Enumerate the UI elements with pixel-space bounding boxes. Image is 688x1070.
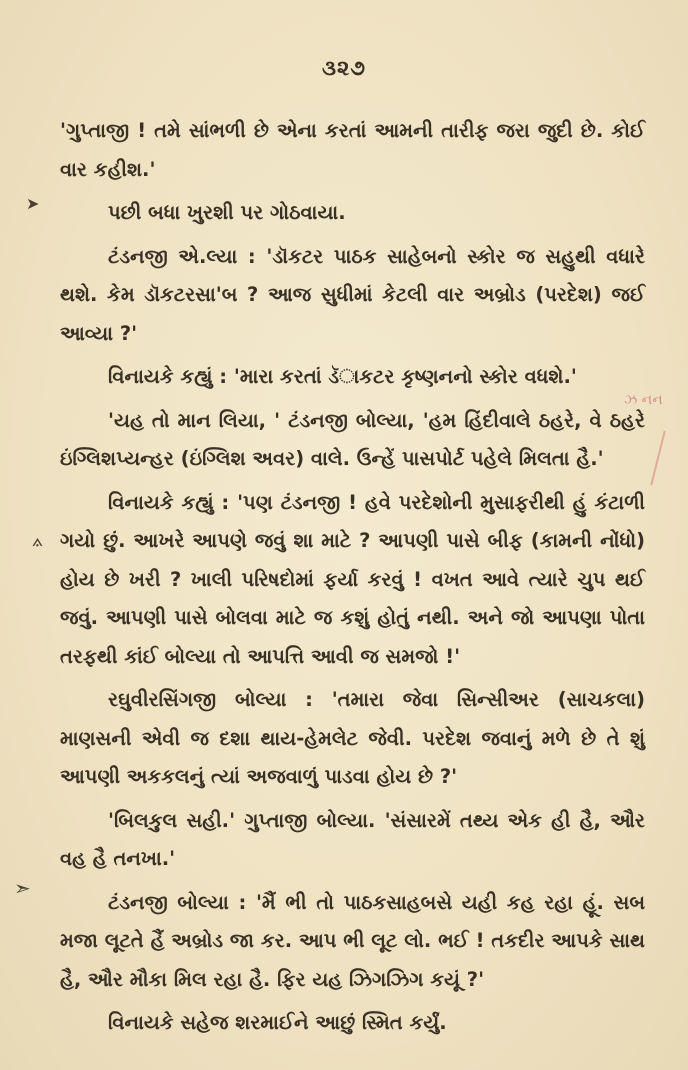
page-number: ૩૨૭ — [322, 56, 366, 80]
paragraph-2: પછી બધા ખુરશી પર ગોઠવાયા. — [108, 201, 346, 224]
margin-pointer-mark: ➣ — [14, 876, 31, 900]
margin-pencil-stroke — [650, 431, 665, 486]
margin-arrow-mark: ➤ — [26, 194, 40, 213]
paragraph-6: વિનાયકે કહ્યું : 'પણ ટંડનજી ! હવે પરદેશોની મુસાફરીથી હું કંટાળી ગયો છું. આખરે આપણે જવું શા માટે ? આપણી પાસે બીફ (કામની નોંધો) હોય છે ખરી ? ખાલી પરિષદોમાં ફર્યા કરવું ! વખત આવે ત્યારે ચુપ થઈ જવું. આપણી પાસે બોલવા માટે જ કશું હોતું નથી. અને જો આપણા પોતા તરફથી કાંઈ બોલ્યા તો આપત્તિ આવી જ સમજો !' — [60, 490, 645, 668]
paragraph-3: ટંડનજી એ.લ્યા : 'ડૉકટર પાઠક સાહેબનો સ્કોર જ સહુથી વધારે થશે. કેમ ડૉકટરસા'બ ? આજ સુધીમાં કેટલી વાર અબ્રોડ (પરદેશ) જઈ આવ્યા ?' — [60, 244, 645, 345]
paragraph-9: ટંડનજી બોલ્યા : 'મૈં ભી તો પાઠકસાહબસે યહી કહ રહા હૂં. સબ મજા લૂટતે હૈં અબ્રોડ જા કર. આપ ભી લૂટ લો. ભઈ ! તકદીર આપકે સાથ હૈ, ઔર મૌકા મિલ રહા હૈ. ફિર યહ ઝિગઝિગ કયૂં ?' — [60, 890, 645, 991]
paragraph-8: 'બિલકુલ સહી.' ગુપ્તાજી બોલ્યા. 'સંસારમેં તથ્ય એક હી હૈ, ઔર વહ હૈ તનખા.' — [60, 808, 645, 870]
paragraph-1: 'ગુપ્તાજી ! તમે સાંભળી છે એના કરતાં આમની તારીફ જરા જુદી છે. કોઈ વાર કહીશ.' — [60, 119, 645, 181]
paragraph-10: વિનાયકે સહેજ શરમાઈને આછું સ્મિત કર્યું. — [108, 1011, 447, 1034]
body-text — [60, 112, 645, 1048]
paragraph-4: વિનાયકે કહ્યું : 'મારા કરતાં ડૅાકટર કૃષ્ણનનો સ્કોર વધશે.' — [108, 365, 577, 388]
margin-handwritten-note: ઝ નન — [624, 392, 663, 408]
paragraph-5: 'યહ તો માન લિયા, ' ટંડનજી બોલ્યા, 'હમ હિંદીવાલે ઠહરે, વે ઠહરે ઇંગ્લિશપ્યન્હર (ઇંગ્લિશ અવર) વાલે. ઉન્હેં પાસપોર્ટ પહેલે મિલતા હૈ.' — [60, 408, 645, 470]
margin-pen-mark: ⟑ — [32, 530, 43, 551]
paragraph-7: રઘુવીરસિંગજી બોલ્યા : 'તમારા જેવા સિન્સીઅર (સાચકલા) માણસની એવી જ દશા થાય-હેમલેટ જેવી. પરદેશ જવાનું મળે છે તે શું આપણી અકકલનું ત્યાં અજવાળું પાડવા હોય છે ?' — [60, 688, 645, 788]
